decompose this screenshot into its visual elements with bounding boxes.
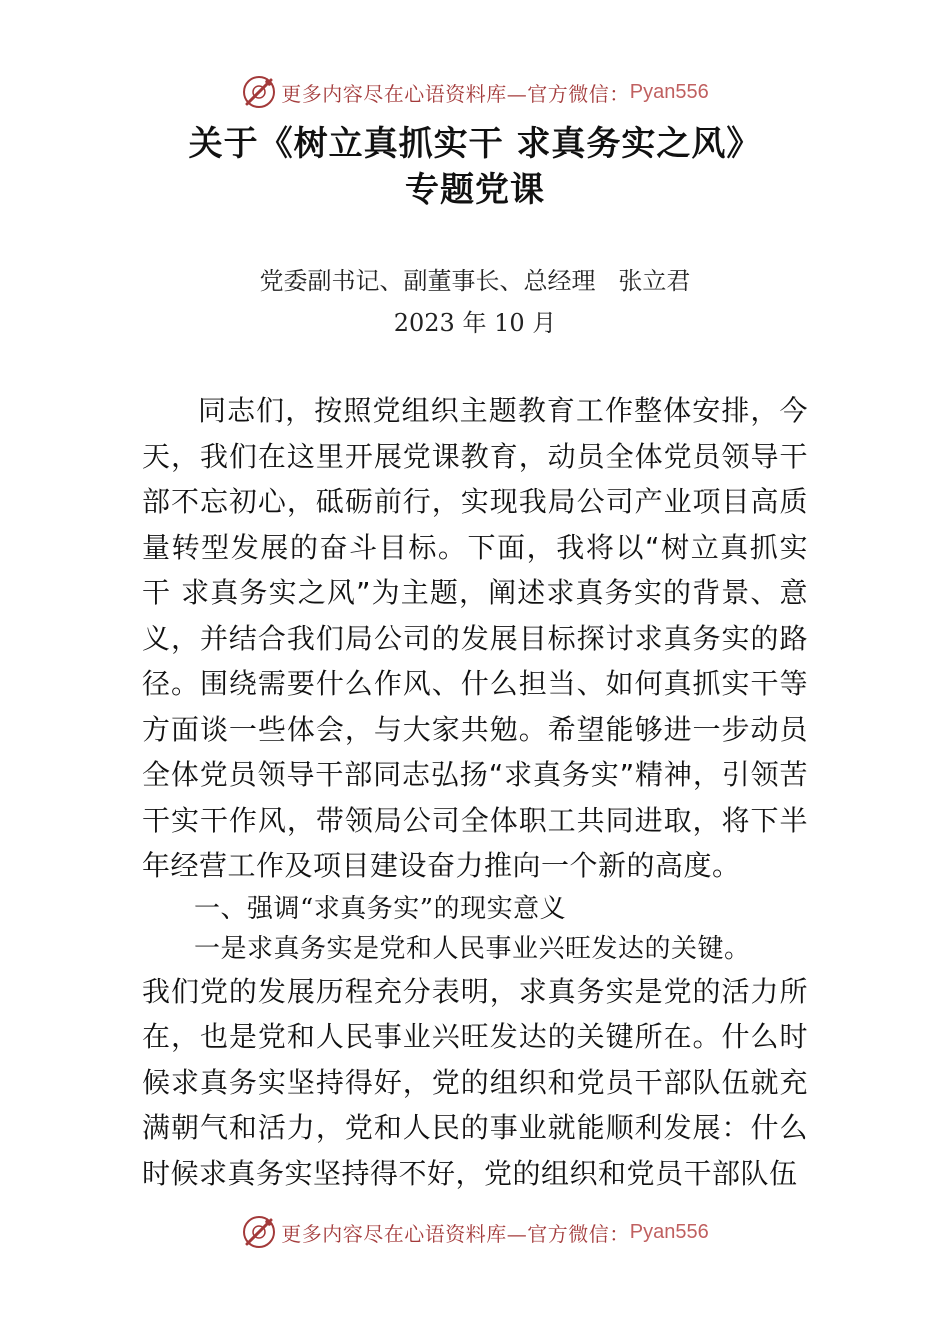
- pen-logo-icon: [241, 1214, 277, 1250]
- document-title-line2: 专题党课: [405, 170, 545, 210]
- pen-logo-icon: [241, 74, 277, 110]
- watermark-text: 更多内容尽在心语资料库—官方微信：: [281, 1221, 630, 1246]
- watermark-wechat-id: Pyan556: [629, 1220, 709, 1243]
- document-date: 2023 年 10 月: [393, 309, 557, 337]
- body-paragraph-2: 我们党的发展历程充分表明，求真务实是党的活力所在，也是党和人民事业兴旺发达的关键所在。什么时候求真务实坚持得好，党的组织和党员干部队伍就充满朝气和活力，党和人民的事业就能顺利发展：什么时候求真务实坚持得不好，党的组织和党员干部队伍: [142, 974, 808, 1190]
- section-heading-1: 一、强调“求真务实”的现实意义: [194, 893, 567, 924]
- watermark-banner-bottom: [0, 1210, 950, 1254]
- document-body: [142, 388, 808, 1196]
- body-paragraph-intro: 同志们，按照党组织主题教育工作整体安排，今天，我们在这里开展党课教育，动员全体党员领导干部不忘初心，砥砺前行，实现我局公司产业项目高质量转型发展的奋斗目标。下面，我将以“树立真抓实干 求真务实之风”为主题，阐述求真务实的背景、意义，并结合我们局公司的发展目标探讨求真务实的路径。围绕需要什么作风、什么担当、如何真抓实干等方面谈一些体会，与大家共勉。希望能够进一步动员全体党员领导干部同志弘扬“求真务实”精神，引领苦干实干作风，带领局公司全体职工共同进取，将下半年经营工作及项目建设奋力推向一个新的高度。: [142, 394, 808, 882]
- document-author: 党委副书记、副董事长、总经理 张立君: [259, 267, 691, 295]
- watermark-banner-top: [0, 70, 950, 114]
- watermark-wechat-id: Pyan556: [629, 80, 709, 103]
- document-title-line1: 关于《树立真抓实干 求真务实之风》: [188, 124, 762, 164]
- watermark-text: 更多内容尽在心语资料库—官方微信：: [281, 81, 630, 106]
- subsection-lead-1: 一是求真务实是党和人民事业兴旺发达的关键。: [194, 933, 751, 964]
